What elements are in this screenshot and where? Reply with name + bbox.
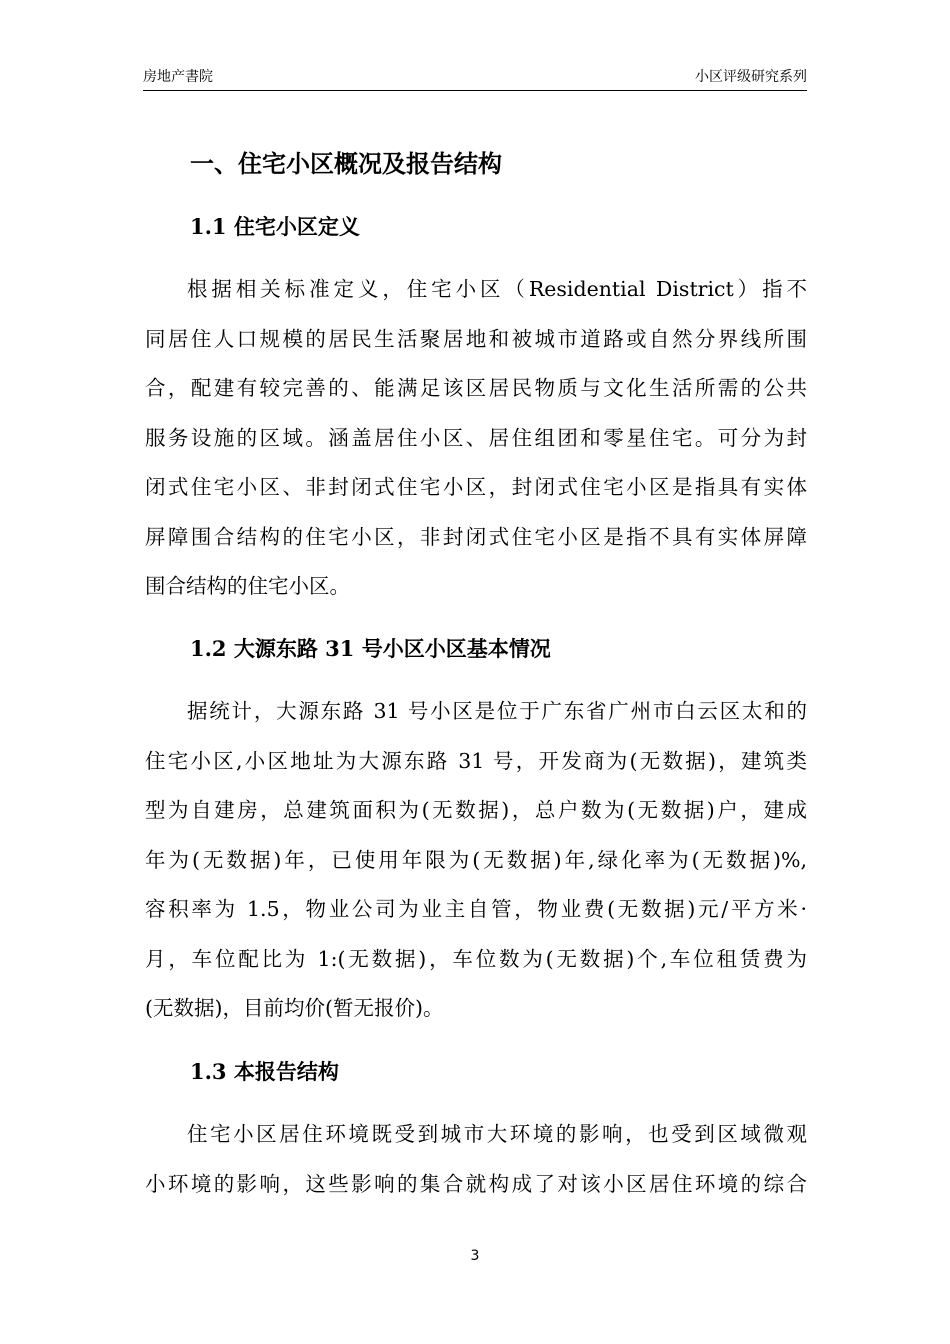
page-header (143, 66, 807, 91)
paragraph-line: 合，配建有较完善的、能满足该区居民物质与文化生活所需的公共 (145, 376, 807, 400)
section-heading-1-2: 1.2 大源东路 31 号小区小区基本情况 (190, 636, 551, 661)
paragraph-line: 据统计，大源东路 31 号小区是位于广东省广州市白云区太和的 (187, 699, 807, 723)
paragraph-line: 围合结构的住宅小区。 (145, 574, 350, 598)
paragraph-line: 月，车位配比为 1:(无数据)，车位数为(无数据)个,车位租赁费为 (145, 946, 807, 971)
paragraph-line: 住宅小区,小区地址为大源东路 31 号，开发商为(无数据)，建筑类 (145, 748, 807, 773)
paragraph-line: 容积率为 1.5，物业公司为业主自管，物业费(无数据)元/平方米· (145, 897, 807, 921)
paragraph-line: 住宅小区居住环境既受到城市大环境的影响，也受到区域微观 (187, 1122, 807, 1146)
paragraph-line: 小环境的影响，这些影响的集合就构成了对该小区居住环境的综合 (145, 1171, 807, 1196)
paragraph-line: 同居住人口规模的居民生活聚居地和被城市道路或自然分界线所围 (145, 326, 807, 351)
paragraph-line: 根据相关标准定义，住宅小区（Residential District）指不 (187, 277, 807, 301)
section-heading-1-3: 1.3 本报告结构 (190, 1059, 339, 1084)
section-1-2-paragraph (145, 687, 807, 1034)
paragraph-line: 年为(无数据)年，已使用年限为(无数据)年,绿化率为(无数据)%, (145, 847, 807, 872)
page-number: 3 (470, 1248, 480, 1264)
header-right-text: 小区评级研究系列 (695, 69, 807, 85)
section-1-3-paragraph (145, 1110, 807, 1209)
paragraph-line: 闭式住宅小区、非封闭式住宅小区，封闭式住宅小区是指具有实体 (145, 475, 807, 499)
paragraph-line: 屏障围合结构的住宅小区，非封闭式住宅小区是指不具有实体屏障 (145, 524, 807, 549)
header-left-text: 房地产書院 (143, 69, 213, 85)
paragraph-line: 型为自建房，总建筑面积为(无数据)，总户数为(无数据)户，建成 (145, 798, 807, 822)
paragraph-line: (无数据)，目前均价(暂无报价)。 (145, 996, 444, 1020)
section-1-1-paragraph (145, 265, 807, 612)
chapter-title: 一、住宅小区概况及报告结构 (190, 149, 502, 178)
section-heading-1-1: 1.1 住宅小区定义 (190, 214, 360, 239)
paragraph-line: 服务设施的区域。涵盖居住小区、居住组团和零星住宅。可分为封 (145, 425, 807, 450)
